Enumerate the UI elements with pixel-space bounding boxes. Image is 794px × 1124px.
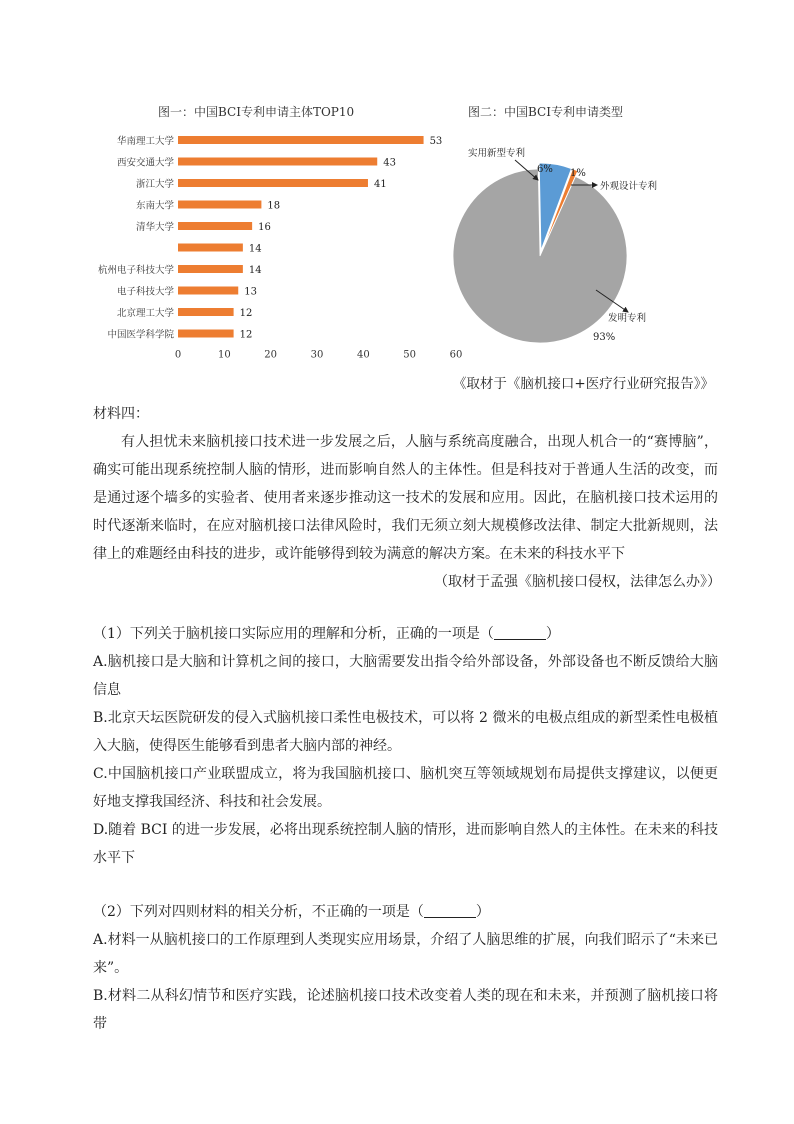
bar-category-label: 电子科技大学 — [116, 286, 174, 298]
bar — [178, 287, 238, 295]
pie-chart — [440, 130, 690, 352]
pie-percent-label: 93% — [593, 332, 616, 343]
option-a: A.材料一从脑机接口的工作原理到人类现实应用场景，介绍了人脑思维的扩展，向我们昭示了“未来已来”。 — [93, 932, 718, 976]
x-tick-label: 20 — [264, 349, 278, 361]
bar-category-label: 杭州电子科技大学 — [97, 265, 174, 276]
bar-value-label: 18 — [267, 200, 281, 212]
pie-percent-label: 6% — [537, 164, 553, 175]
x-tick-label: 30 — [310, 349, 324, 361]
material-four-paragraph: 有人担忧未来脑机接口技术进一步发展之后，人脑与系统高度融合，出现人机合一的“赛博脑”，确实可能出现系统控制人脑的情形，进而影响自然人的主体性。但是科技对于普通人生活的改变，而是通过逐个墙多的实验者、使用者来逐步推动这一技术的发展和应用。因此，在脑机接口技术运用的时代逐渐来临时，在应对脑机接口法律风险时，我们无须立刻大规模修改法律、制定大批新规则，法律上的难题经由科技的进步，或许能够得到较为满意的解决方案。在未来的科技水平下 — [93, 434, 718, 562]
bar-value-label: 53 — [429, 136, 443, 147]
bar-value-label: 16 — [258, 222, 271, 233]
bar-chart-title: 图一：中国BCI专利申请主体TOP10 — [158, 105, 355, 119]
bar-value-label: 14 — [248, 265, 262, 276]
bar — [178, 136, 424, 144]
pie-slice-name-label: 发明专利 — [608, 313, 647, 324]
bar-category-label: 清华大学 — [135, 222, 174, 233]
x-tick-label: 60 — [449, 349, 463, 361]
bar — [178, 201, 261, 209]
bar — [178, 308, 234, 316]
option-a: A.脑机接口是大脑和计算机之间的接口，大脑需要发出指令给外部设备，外部设备也不断反馈给大脑信息 — [93, 654, 718, 698]
pie-percent-label: 1% — [570, 168, 586, 179]
bar-value-label: 13 — [244, 286, 257, 298]
bar-category-label: 东南大学 — [135, 200, 174, 212]
bar-category-label: 中国医学科学院 — [107, 329, 174, 341]
pie-slice-name-label: 外观设计专利 — [600, 181, 658, 192]
x-tick-label: 0 — [174, 349, 182, 361]
bar-value-label: 12 — [239, 308, 253, 319]
material-four-heading: 材料四： — [93, 406, 149, 422]
material-four-source: （取材于孟强《脑机接口侵权，法律怎么办》） — [434, 574, 721, 590]
question-one — [93, 620, 718, 872]
question-two — [93, 898, 718, 1038]
material-four — [93, 400, 721, 596]
bar — [178, 265, 243, 273]
option-b: B.材料二从科幻情节和医疗实践，论述脑机接口技术改变着人类的现在和未来，并预测了脑机接口将带 — [93, 988, 718, 1032]
bar-category-label: 西安交通大学 — [116, 157, 174, 169]
bar-value-label: 41 — [373, 179, 387, 190]
bar — [178, 158, 377, 166]
bar — [178, 179, 368, 187]
bar-value-label: 14 — [248, 243, 262, 255]
bar-category-label: 华南理工大学 — [116, 136, 174, 147]
question-two-stem: （2）下列对四则材料的相关分析，不正确的一项是（ ） — [93, 904, 490, 920]
figure-source: 《取材于《脑机接口+医疗行业研究报告》》 — [452, 376, 714, 392]
bar-category-label: 浙江大学 — [135, 179, 174, 190]
bar-value-label: 43 — [383, 157, 396, 169]
bar-value-label: 12 — [239, 329, 253, 341]
question-one-stem: （1）下列关于脑机接口实际应用的理解和分析，正确的一项是（ ） — [93, 626, 560, 642]
pie-slice-name-label: 实用新型专利 — [468, 148, 526, 159]
x-tick-label: 10 — [217, 349, 231, 361]
x-tick-label: 50 — [403, 349, 417, 361]
bar — [178, 330, 234, 338]
option-d: D.随着 BCI 的进一步发展，必将出现系统控制人脑的情形，进而影响自然人的主体性。在未来的科技水平下 — [93, 822, 718, 866]
x-tick-label: 40 — [356, 349, 370, 361]
pie-chart-title: 图二：中国BCI专利申请类型 — [468, 105, 623, 119]
option-b: B.北京天坛医院研发的侵入式脑机接口柔性电极技术，可以将 2 微米的电极点组成的新型柔性电极植入大脑，使得医生能够看到患者大脑内部的神经。 — [93, 710, 718, 754]
answer-blank[interactable] — [494, 625, 546, 640]
bar — [178, 244, 243, 252]
option-c: C.中国脑机接口产业联盟成立，将为我国脑机接口、脑机突互等领域规划布局提供支撑建议，以便更好地支撑我国经济、科技和社会发展。 — [93, 766, 718, 810]
answer-blank[interactable] — [424, 903, 476, 918]
bar — [178, 222, 252, 230]
bar-chart — [88, 128, 463, 361]
bar-category-label: 北京理工大学 — [116, 308, 174, 319]
